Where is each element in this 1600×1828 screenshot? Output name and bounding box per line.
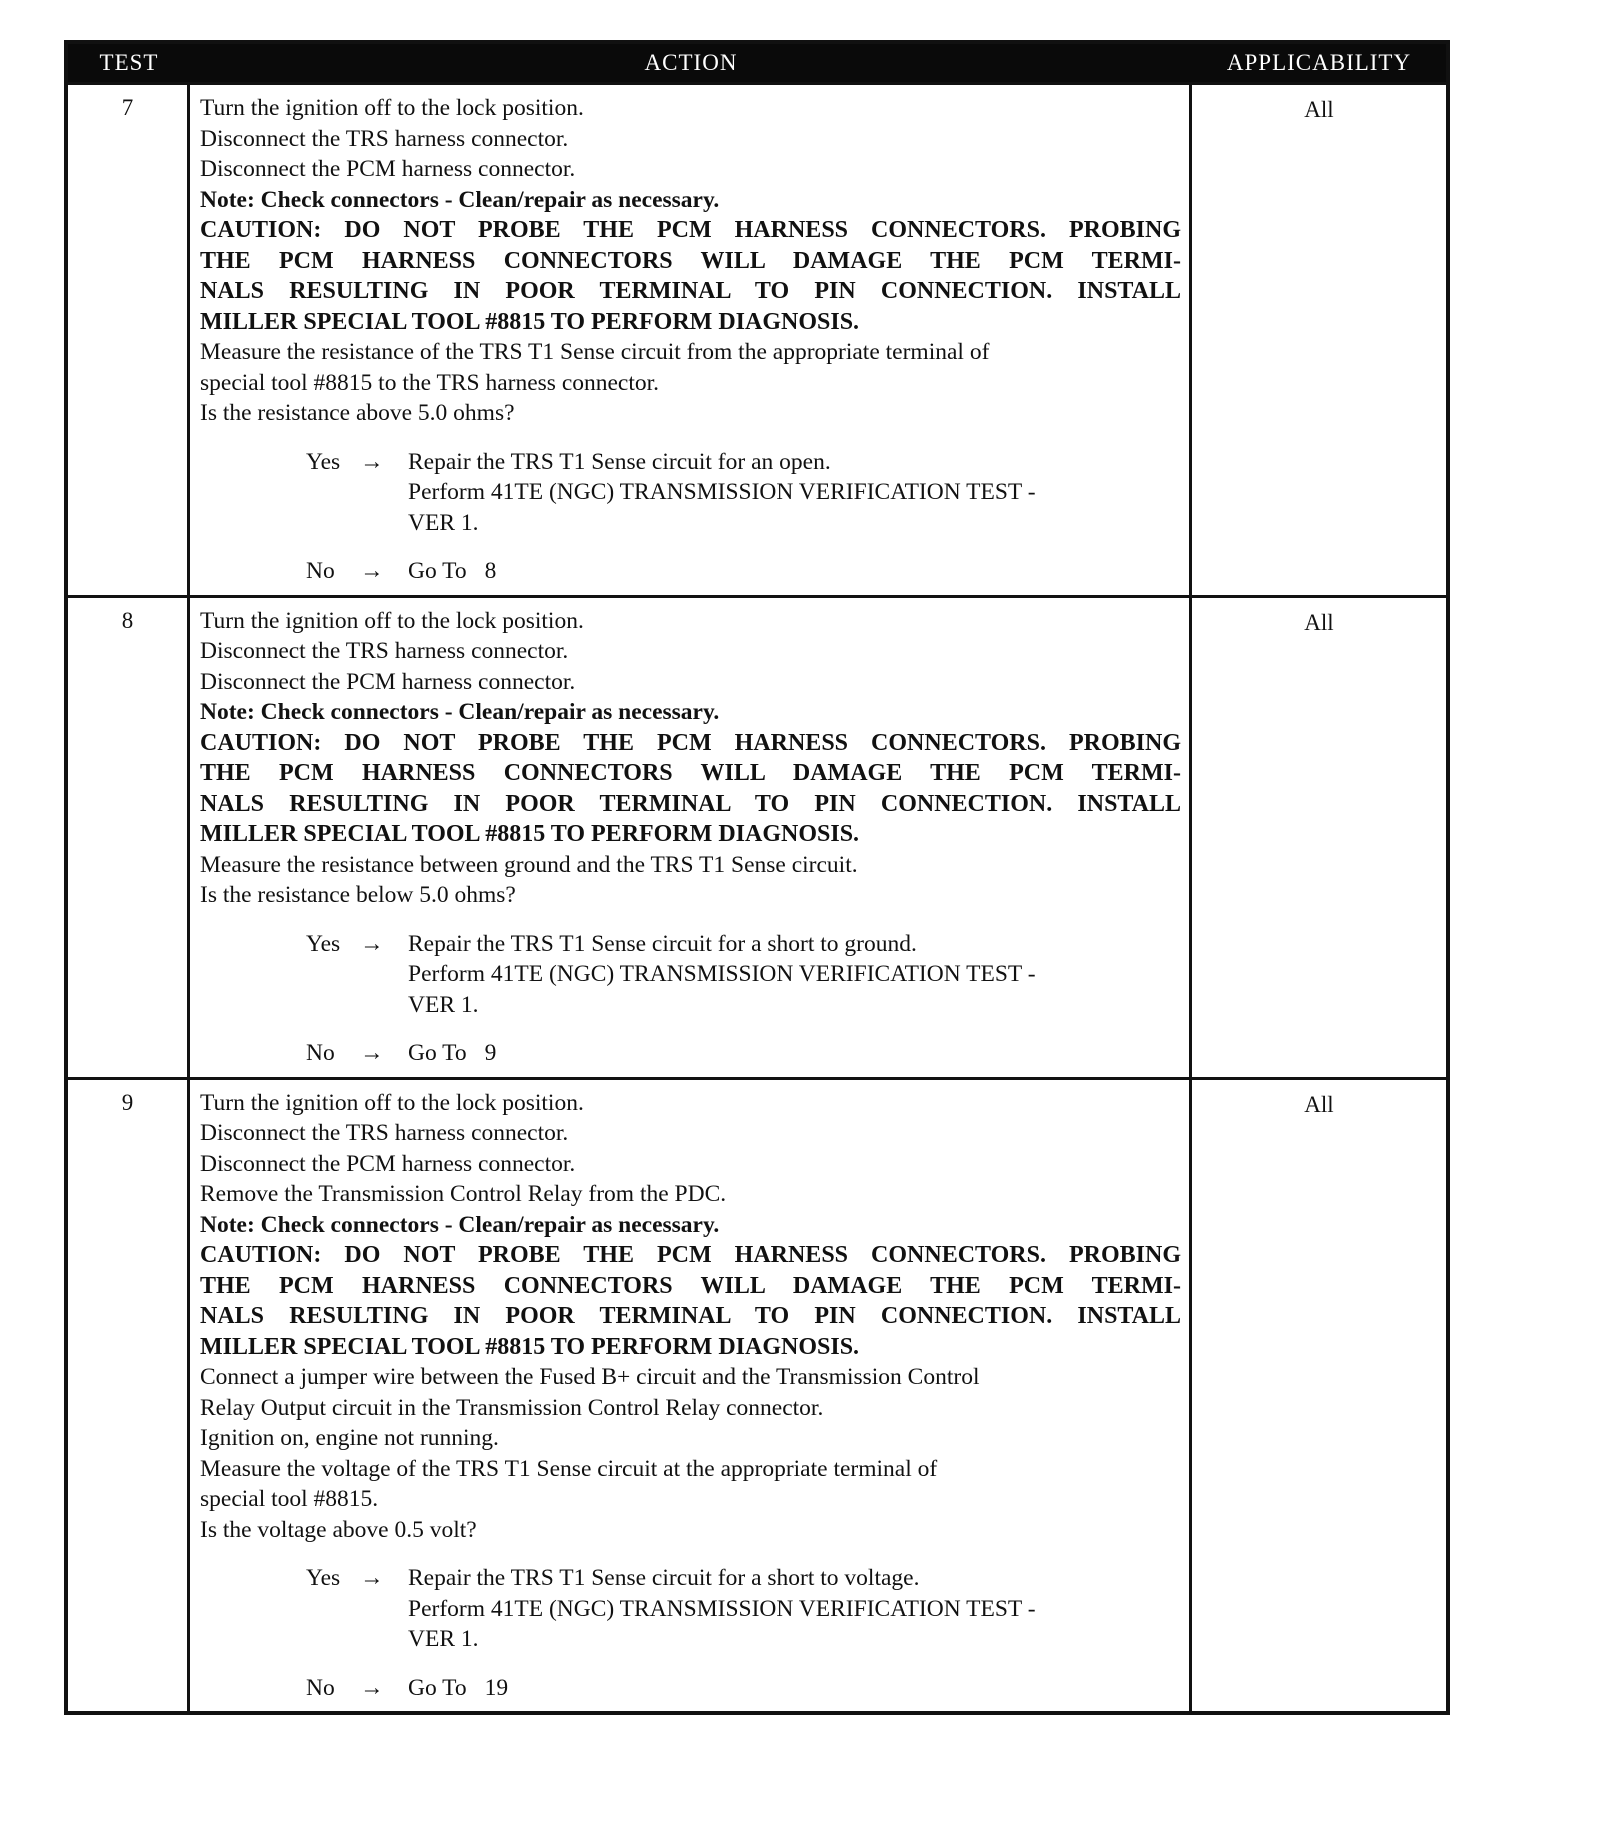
yes-line: VER 1. [408, 509, 479, 536]
test-number: 9 [68, 1080, 190, 1712]
action-step: Measure the resistance between ground and the TRS T1 Sense circuit. [200, 851, 858, 878]
question-text: Is the resistance below 5.0 ohms? [200, 882, 516, 908]
action-step: Disconnect the PCM harness connector. [200, 1150, 576, 1177]
right-arrow-icon: → [360, 1565, 384, 1591]
action-step: Turn the ignition off to the lock position. [200, 607, 584, 634]
action-step: Disconnect the TRS harness connector. [200, 125, 569, 152]
right-arrow-icon: → [360, 930, 384, 957]
note-text: Note: Check connectors - Clean/repair as necessary. [200, 1211, 720, 1238]
header-action: ACTION [644, 50, 738, 75]
goto-text: Go To [408, 1040, 467, 1066]
applicability-value: All [1304, 609, 1334, 635]
yes-line: Perform 41TE (NGC) TRANSMISSION VERIFICATION TEST - [408, 479, 1036, 505]
question-text: Is the resistance above 5.0 ohms? [200, 400, 515, 426]
note-text: Note: Check connectors - Clean/repair as necessary. [200, 186, 720, 213]
yes-line: Perform 41TE (NGC) TRANSMISSION VERIFICATION TEST - [408, 1595, 1036, 1622]
answer-yes [306, 447, 1181, 539]
applicability-value: All [1304, 97, 1334, 122]
action-cell [190, 1080, 1192, 1712]
right-arrow-icon: → [360, 1674, 384, 1701]
action-step: special tool #8815. [200, 1486, 379, 1512]
yes-result [408, 929, 1181, 1021]
action-step: Disconnect the TRS harness connector. [200, 638, 569, 664]
caution-line: CAUTION: DO NOT PROBE THE PCM HARNESS CONNECTORS. PROBING [200, 1242, 1181, 1268]
test-number: 8 [68, 598, 190, 1077]
no-label: No [306, 1040, 335, 1066]
caution-line: THE PCM HARNESS CONNECTORS WILL DAMAGE THE PCM TERMI- [200, 760, 1181, 786]
answer-yes [306, 929, 1181, 1021]
answers [200, 1563, 1181, 1703]
action-step: Disconnect the PCM harness connector. [200, 668, 576, 695]
caution-line: THE PCM HARNESS CONNECTORS WILL DAMAGE THE PCM TERMI- [200, 1272, 1181, 1299]
answers [200, 929, 1181, 1069]
yes-result [408, 1563, 1181, 1655]
caution-line: MILLER SPECIAL TOOL #8815 TO PERFORM DIAGNOSIS. [200, 1333, 860, 1360]
question-text: Is the voltage above 0.5 volt? [200, 1516, 477, 1543]
yes-line: Repair the TRS T1 Sense circuit for a short to voltage. [408, 1565, 920, 1591]
table-row-test-8 [68, 595, 1446, 1077]
action-step: Disconnect the TRS harness connector. [200, 1120, 569, 1146]
caution-line: MILLER SPECIAL TOOL #8815 TO PERFORM DIAGNOSIS. [200, 821, 860, 847]
goto-number: 8 [484, 558, 497, 584]
action-cell [190, 598, 1192, 1077]
yes-line: Repair the TRS T1 Sense circuit for an open. [408, 448, 831, 475]
header-applicability: APPLICABILITY [1226, 50, 1412, 75]
action-step: Relay Output circuit in the Transmission Control Relay connector. [200, 1394, 824, 1421]
goto-text: Go To [408, 558, 467, 584]
right-arrow-icon: → [360, 558, 384, 584]
yes-label: Yes [306, 930, 341, 957]
no-label: No [306, 558, 335, 584]
caution-line: THE PCM HARNESS CONNECTORS WILL DAMAGE THE PCM TERMI- [200, 247, 1181, 274]
yes-label: Yes [306, 448, 341, 475]
note-text: Note: Check connectors - Clean/repair as necessary. [200, 699, 720, 725]
no-result [408, 556, 1181, 587]
table-row-test-9 [68, 1077, 1446, 1712]
answers [200, 447, 1181, 587]
yes-line: Repair the TRS T1 Sense circuit for a short to ground. [408, 930, 917, 957]
action-step: Remove the Transmission Control Relay from the PDC. [200, 1181, 727, 1207]
caution-line: NALS RESULTING IN POOR TERMINAL TO PIN CONNECTION. INSTALL [200, 790, 1181, 817]
table-header [68, 44, 1446, 82]
caution-line: NALS RESULTING IN POOR TERMINAL TO PIN CONNECTION. INSTALL [200, 278, 1181, 304]
answer-yes [306, 1563, 1181, 1655]
answer-no [306, 1673, 1181, 1704]
test-number: 7 [68, 85, 190, 595]
caution-line: NALS RESULTING IN POOR TERMINAL TO PIN CONNECTION. INSTALL [200, 1303, 1181, 1329]
no-label: No [306, 1674, 335, 1701]
right-arrow-icon: → [360, 448, 384, 475]
right-arrow-icon: → [360, 1040, 384, 1066]
answer-no [306, 556, 1181, 587]
header-test: TEST [99, 50, 159, 75]
no-result [408, 1038, 1181, 1069]
action-step: Ignition on, engine not running. [200, 1425, 499, 1451]
action-step: Connect a jumper wire between the Fused B+ circuit and the Transmission Control [200, 1364, 980, 1390]
caution-line: CAUTION: DO NOT PROBE THE PCM HARNESS CONNECTORS. PROBING [200, 217, 1181, 243]
answer-no [306, 1038, 1181, 1069]
yes-label: Yes [306, 1565, 341, 1591]
action-step: Measure the resistance of the TRS T1 Sense circuit from the appropriate terminal of [200, 339, 990, 365]
action-step: special tool #8815 to the TRS harness connector. [200, 369, 660, 396]
action-step: Measure the voltage of the TRS T1 Sense circuit at the appropriate terminal of [200, 1455, 938, 1482]
yes-line: Perform 41TE (NGC) TRANSMISSION VERIFICATION TEST - [408, 961, 1036, 987]
caution-line: CAUTION: DO NOT PROBE THE PCM HARNESS CONNECTORS. PROBING [200, 729, 1181, 756]
yes-line: VER 1. [408, 1626, 479, 1652]
action-step: Turn the ignition off to the lock position. [200, 95, 584, 121]
no-result [408, 1673, 1181, 1704]
table-row-test-7 [68, 82, 1446, 595]
action-step: Disconnect the PCM harness connector. [200, 156, 576, 182]
yes-line: VER 1. [408, 991, 479, 1018]
action-cell [190, 85, 1192, 595]
applicability-value: All [1304, 1091, 1334, 1117]
diagnostic-table [64, 40, 1450, 1715]
goto-text: Go To [408, 1674, 467, 1701]
action-step: Turn the ignition off to the lock position. [200, 1089, 584, 1116]
goto-number: 9 [484, 1040, 497, 1066]
caution-line: MILLER SPECIAL TOOL #8815 TO PERFORM DIAGNOSIS. [200, 308, 860, 335]
goto-number: 19 [484, 1674, 509, 1701]
yes-result [408, 447, 1181, 539]
